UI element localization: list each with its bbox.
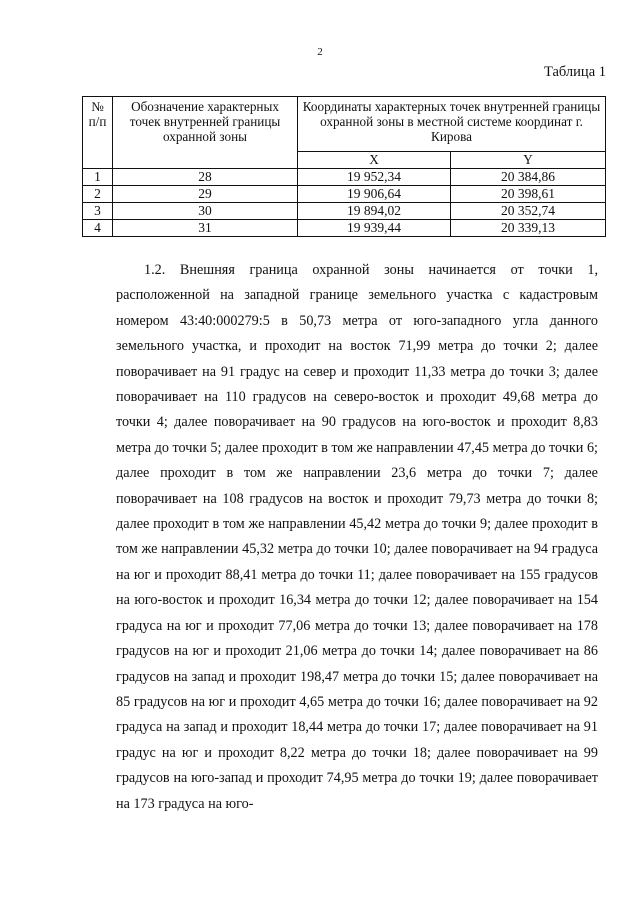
cell-point: 30 bbox=[113, 203, 298, 220]
table-row bbox=[83, 169, 606, 186]
table-caption: Таблица 1 bbox=[543, 64, 606, 80]
cell-y: 20 398,61 bbox=[451, 186, 606, 203]
header-y: Y bbox=[451, 152, 606, 169]
header-coordinates: Координаты характерных точек внутренней границы охранной зоны в местной системе координат г. Кирова bbox=[298, 97, 606, 152]
header-number: № п/п bbox=[83, 97, 113, 169]
table-row bbox=[83, 186, 606, 203]
cell-y: 20 352,74 bbox=[451, 203, 606, 220]
coordinates-table bbox=[82, 96, 606, 237]
cell-point: 31 bbox=[113, 220, 298, 237]
cell-x: 19 894,02 bbox=[298, 203, 451, 220]
table-row bbox=[83, 220, 606, 237]
boundary-description-paragraph: 1.2. Внешняя граница охранной зоны начинается от точки 1, расположенной на западной границе земельного участка с кадастровым номером 43:40:000279:5 в 50,73 метра от юго-западного угла данного земельного участка, и проходит на восток 71,99 метра до точки 2; далее поворачивает на 91 градус на север и проходит 11,33 метра до точки 3; далее поворачивает на 110 градусов на северо-восток и проходит 49,68 метра до точки 4; далее поворачивает на 90 градусов на юго-восток и проходит 8,83 метра до точки 5; далее проходит в том же направлении 47,45 метра до точки 6; далее проходит в том же направлении 23,6 метра до точки 7; далее поворачивает на 108 градусов на восток и проходит 79,73 метра до точки 8; далее проходит в том же направлении 45,42 метра до точки 9; далее проходит в том же направлении 45,32 метра до точки 10; далее поворачивает на 94 градуса на юг и проходит 88,41 метра до точки 11; далее поворачивает на 155 градусов на юго-восток и проходит 16,34 метра до точки 12; далее поворачивает на 154 градуса на юг и проходит 77,06 метра до точки 13; далее поворачивает на 178 градусов на юг и проходит 21,06 метра до точки 14; далее поворачивает на 86 градусов на запад и проходит 198,47 метра до точки 15; далее поворачивает на 85 градусов на юг и проходит 4,65 метра до точки 16; далее поворачивает на 92 градуса на запад и проходит 18,44 метра до точки 17; далее поворачивает на 91 градус на юг и проходит 8,22 метра до точки 18; далее поворачивает на 99 градусов на юго-запад и проходит 74,95 метра до точки 19; далее поворачивает на 173 градуса на юго- bbox=[116, 262, 598, 812]
cell-y: 20 384,86 bbox=[451, 169, 606, 186]
cell-number: 4 bbox=[83, 220, 113, 237]
header-point-designation: Обозначение характерных точек внутренней границы охранной зоны bbox=[113, 97, 298, 169]
cell-point: 28 bbox=[113, 169, 298, 186]
cell-x: 19 906,64 bbox=[298, 186, 451, 203]
page-number: 2 bbox=[317, 46, 323, 58]
header-x: X bbox=[298, 152, 451, 169]
cell-x: 19 952,34 bbox=[298, 169, 451, 186]
cell-number: 2 bbox=[83, 186, 113, 203]
cell-number: 1 bbox=[83, 169, 113, 186]
cell-x: 19 939,44 bbox=[298, 220, 451, 237]
cell-number: 3 bbox=[83, 203, 113, 220]
cell-y: 20 339,13 bbox=[451, 220, 606, 237]
table-row bbox=[83, 203, 606, 220]
cell-point: 29 bbox=[113, 186, 298, 203]
